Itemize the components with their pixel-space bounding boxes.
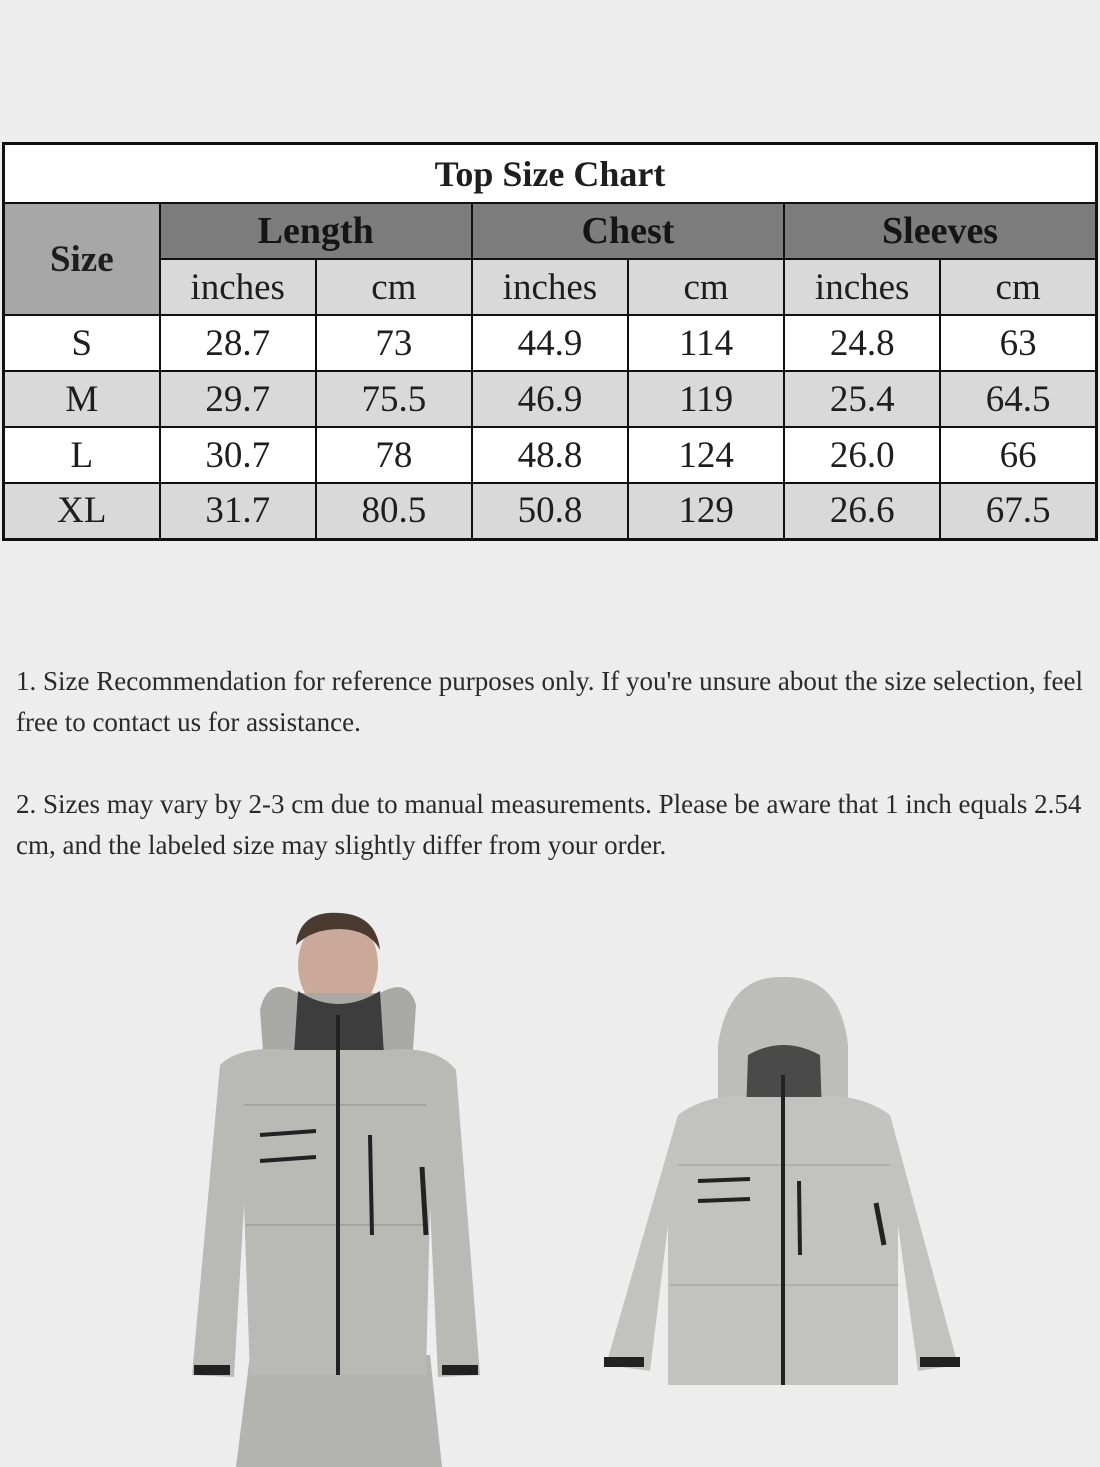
- value-cell: 66: [940, 427, 1096, 483]
- table-row: [4, 483, 1097, 539]
- model-jacket-illustration: [180, 905, 490, 1467]
- product-photo: [598, 975, 968, 1395]
- size-column-header: Size: [4, 203, 160, 315]
- chart-title: Top Size Chart: [4, 144, 1097, 204]
- value-cell: 30.7: [160, 427, 316, 483]
- value-cell: 48.8: [472, 427, 628, 483]
- size-chart-table: [2, 142, 1098, 541]
- unit-header: inches: [160, 259, 316, 315]
- note-item: 1. Size Recommendation for reference purposes only. If you're unsure about the size selection, feel free to contact us for assistance.: [16, 666, 1083, 737]
- table-row: [4, 427, 1097, 483]
- value-cell: 24.8: [784, 315, 940, 371]
- flat-jacket-illustration: [598, 975, 968, 1395]
- value-cell: 114: [628, 315, 784, 371]
- value-cell: 26.6: [784, 483, 940, 539]
- size-cell: S: [4, 315, 160, 371]
- note-item: 2. Sizes may vary by 2-3 cm due to manual measurements. Please be aware that 1 inch equals 2.54 cm, and the labeled size may slightly differ from your order.: [16, 789, 1082, 860]
- size-cell: M: [4, 371, 160, 427]
- group-header-sleeves: Sleeves: [784, 203, 1096, 259]
- table-row: [4, 315, 1097, 371]
- value-cell: 29.7: [160, 371, 316, 427]
- value-cell: 129: [628, 483, 784, 539]
- value-cell: 67.5: [940, 483, 1096, 539]
- value-cell: 78: [316, 427, 472, 483]
- model-photo: [180, 905, 490, 1467]
- table-row: [4, 371, 1097, 427]
- unit-header: cm: [940, 259, 1096, 315]
- unit-header: cm: [316, 259, 472, 315]
- value-cell: 26.0: [784, 427, 940, 483]
- value-cell: 63: [940, 315, 1096, 371]
- value-cell: 46.9: [472, 371, 628, 427]
- value-cell: 25.4: [784, 371, 940, 427]
- size-cell: XL: [4, 483, 160, 539]
- value-cell: 28.7: [160, 315, 316, 371]
- group-header-length: Length: [160, 203, 472, 259]
- size-cell: L: [4, 427, 160, 483]
- value-cell: 80.5: [316, 483, 472, 539]
- value-cell: 50.8: [472, 483, 628, 539]
- value-cell: 44.9: [472, 315, 628, 371]
- group-header-chest: Chest: [472, 203, 784, 259]
- size-notes: [16, 661, 1086, 907]
- value-cell: 31.7: [160, 483, 316, 539]
- value-cell: 119: [628, 371, 784, 427]
- value-cell: 73: [316, 315, 472, 371]
- unit-header: inches: [472, 259, 628, 315]
- value-cell: 75.5: [316, 371, 472, 427]
- unit-header: inches: [784, 259, 940, 315]
- value-cell: 64.5: [940, 371, 1096, 427]
- unit-header: cm: [628, 259, 784, 315]
- value-cell: 124: [628, 427, 784, 483]
